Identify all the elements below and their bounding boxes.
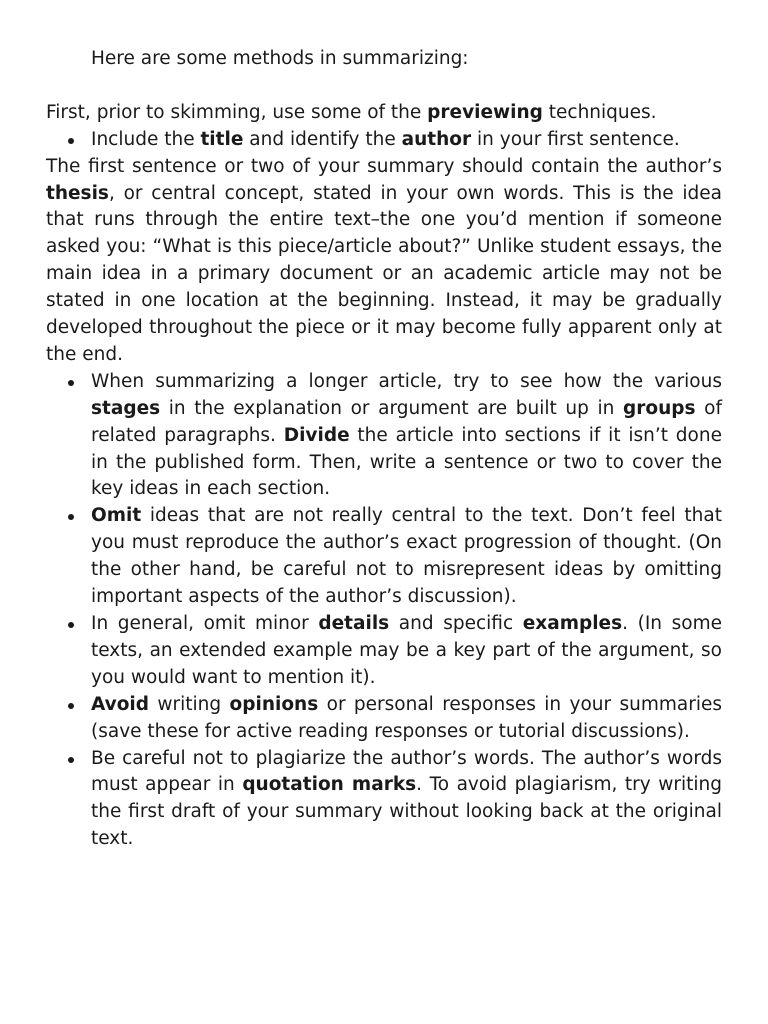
previewing-text-2: techniques. (542, 101, 657, 123)
text-span: Be careful not to plagiarize the author’s words. The author’s words must appear in (91, 747, 722, 796)
keyword-author: author (401, 128, 472, 150)
bullet-list-2 (46, 369, 722, 853)
text-span: . (In some texts, an extended example may be a key part of the argument, so you would want to mention it). (91, 613, 722, 688)
keyword-quotation-marks: quotation marks (242, 774, 417, 796)
bullet-dot (68, 757, 74, 763)
thesis-paragraph (46, 154, 722, 369)
keyword-stages: stages (91, 397, 161, 419)
keyword-groups: groups (623, 397, 696, 419)
bullet-avoid (46, 692, 722, 746)
bullet-dot (68, 703, 74, 709)
bullet-details (46, 611, 722, 692)
keyword-divide: Divide (283, 424, 350, 446)
keyword-opinions: opinions (229, 693, 319, 715)
bullet-omit (46, 503, 722, 611)
bullet-list-1 (46, 127, 722, 154)
bullet-dot (68, 622, 74, 628)
previewing-line (46, 100, 722, 127)
bullet-dot (68, 380, 74, 386)
keyword-examples: examples (522, 613, 623, 635)
text-span: and specific (389, 613, 523, 635)
text-span: in the explanation or argument are built up in (160, 397, 624, 419)
text-span: the article into sections if it isn’t done in the published form. Then, write a sentence or two to cover the key ideas in each section. (91, 424, 722, 500)
text-span: or personal responses in your summaries (save these for active reading responses or tutorial discussions). (91, 693, 722, 742)
text-span: Include the (91, 128, 201, 150)
previewing-text-1: First, prior to skimming, use some of the (46, 101, 428, 123)
text-span: and identify the (243, 128, 402, 150)
keyword-details: details (318, 613, 390, 635)
keyword-avoid: Avoid (91, 693, 150, 715)
keyword-omit: Omit (91, 505, 142, 527)
previewing-keyword: previewing (427, 101, 543, 123)
text-span: The first sentence or two of your summary should contain the author’s (46, 155, 722, 177)
intro-line: Here are some methods in summarizing: (91, 48, 469, 69)
keyword-thesis: thesis (46, 182, 109, 204)
bullet-stages (46, 369, 722, 504)
bullet-plagiarize (46, 746, 722, 854)
bullet-dot (68, 138, 74, 144)
bullet-dot (68, 514, 74, 520)
text-span: ideas that are not really central to the text. Don’t feel that you must reproduce the author’s exact progression of thought. (On the other hand, be careful not to misrepresent ideas by omitting important aspects of the author’s discussion). (91, 505, 722, 608)
document-page (46, 46, 722, 853)
text-span: . To avoid plagiarism, try writing the first draft of your summary without looking back at the original text. (91, 774, 723, 850)
text-span: When summarizing a longer article, try to see how the various (91, 370, 722, 392)
text-span: writing (149, 693, 230, 715)
bullet-title-author (46, 127, 722, 154)
text-span: , or central concept, stated in your own words. This is the idea that runs through the entire text–the one you’d mention if someone asked you: “What is this piece/article about?” Unlike student essays, the main idea in a primary document or an academic article may not be stated in one location at the beginning. Instead, it may be gradually developed throughout the piece or it may become fully apparent only at the end. (46, 182, 722, 365)
text-span: in your first sentence. (471, 128, 680, 150)
text-span: of related paragraphs. (91, 397, 722, 446)
text-span: In general, omit minor (91, 613, 319, 635)
keyword-title: title (200, 128, 244, 150)
